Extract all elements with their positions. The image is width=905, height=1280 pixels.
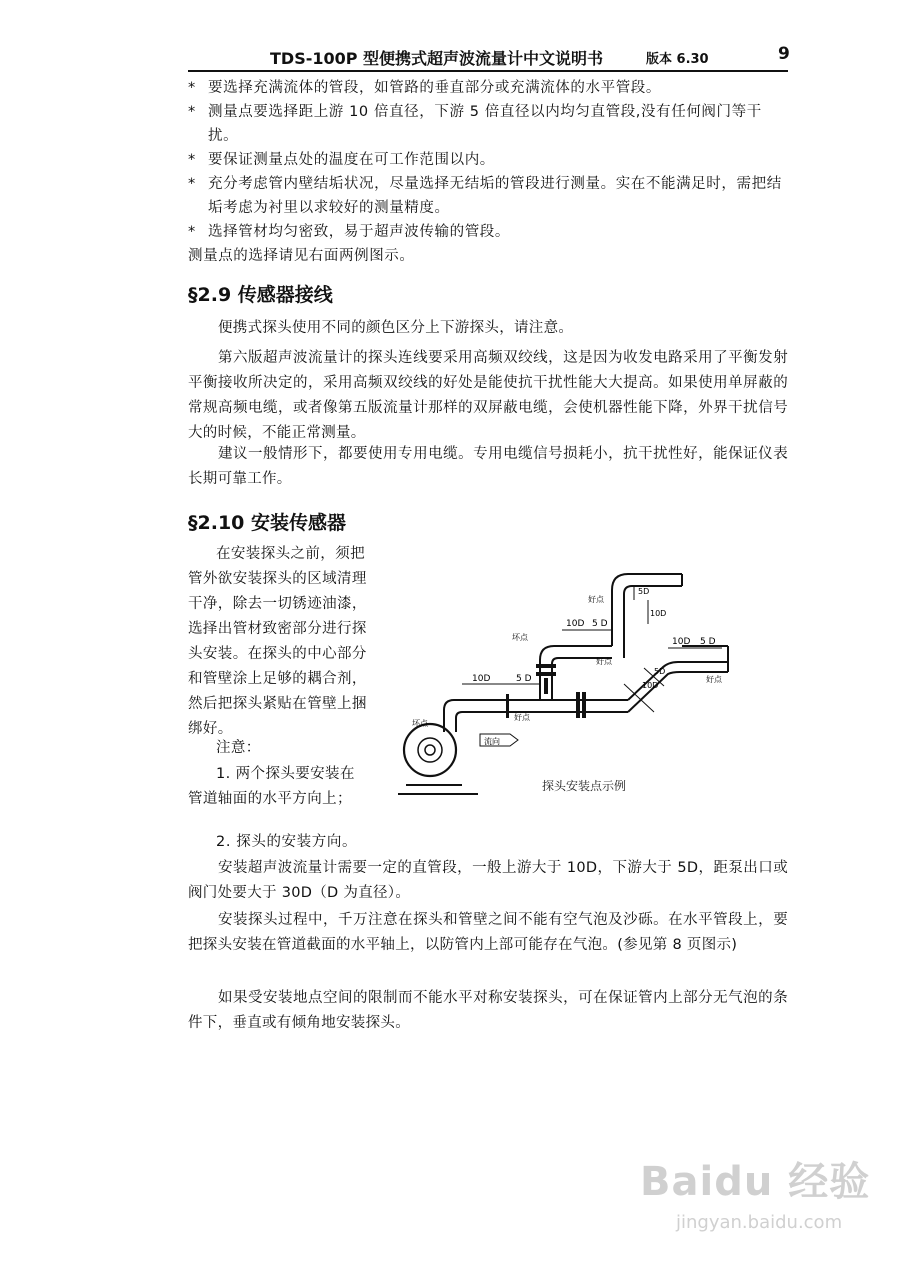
paragraph: 如果受安装地点空间的限制而不能水平对称安装探头，可在保证管内上部分无气泡的条件下，垂直或有倾角地安装探头。 (188, 990, 788, 1031)
selection-note: 测量点的选择请见右面两例图示。 (188, 248, 415, 264)
page-header (188, 40, 788, 72)
document-version: 版本 6.30 (646, 52, 709, 67)
bullet-item (188, 172, 788, 220)
dim-label: 5D (638, 587, 650, 596)
dim-label: 10D (566, 619, 585, 629)
dim-label: 10D (672, 637, 691, 647)
bullet-mark: * (188, 152, 196, 168)
probe-installation-diagram (392, 560, 792, 810)
bullet-text: 要选择充满流体的管段，如管路的垂直部分或充满流体的水平管段。 (208, 80, 661, 96)
page-number: 9 (778, 44, 790, 64)
bullet-text: 选择管材均匀密致，易于超声波传输的管段。 (208, 224, 510, 240)
bullet-mark: * (188, 104, 196, 120)
dim-label: 5 D (592, 619, 608, 629)
paragraph: 第六版超声波流量计的探头连线要采用高频双绞线，这是因为收发电路采用了平衡发射平衡接收所决定的，采用高频双绞线的好处是能使抗干扰性能大大提高。如果使用单屏蔽的常规高频电缆，或者像第五版流量计那样的双屏蔽电缆，会使机器性能下降，外界干扰信号大的时候，不能正常测量。 (188, 350, 788, 441)
bullet-mark: * (188, 176, 196, 192)
dim-label: 10D (650, 609, 667, 618)
bad-point-label: 坏点 (412, 719, 428, 728)
note-item: 1. 两个探头要安装在管道轴面的水平方向上； (188, 766, 355, 807)
good-point-label: 好点 (514, 713, 530, 722)
bad-point-label: 坏点 (512, 633, 528, 642)
paragraph: 建议一般情形下，都要使用专用电缆。专用电缆信号损耗小，抗干扰性好，能保证仪表长期可靠工作。 (188, 446, 788, 487)
bullet-mark: * (188, 224, 196, 240)
diagram-caption: 探头安装点示例 (542, 779, 627, 793)
watermark (640, 1150, 880, 1260)
bullet-mark: * (188, 80, 196, 96)
note-item: 2. 探头的安装方向。 (216, 834, 358, 850)
bullet-text: 充分考虑管内壁结垢状况，尽量选择无结垢的管段进行测量。实在不能满足时，需把结垢考虑为衬里以求较好的测量精度。 (208, 176, 782, 216)
watermark-url: jingyan.baidu.com (676, 1212, 843, 1233)
dim-label: 10D (472, 674, 491, 684)
note-label: 注意： (216, 740, 261, 756)
good-point-label: 好点 (706, 675, 722, 684)
bullet-text: 测量点要选择距上游 10 倍直径，下游 5 倍直径以内均匀直管段,没有任何阀门等干扰。 (208, 104, 762, 144)
bullet-item (188, 100, 788, 148)
bullet-item (188, 76, 788, 100)
good-point-label: 好点 (588, 595, 604, 604)
dim-label: 5D (654, 667, 666, 676)
pipe-outline (398, 574, 728, 794)
paragraph: 安装超声波流量计需要一定的直管段，一般上游大于 10D，下游大于 5D，距泵出口或阀门处要大于 30D（D 为直径）。 (188, 860, 788, 901)
bullet-item (188, 220, 788, 244)
flow-direction-label: 流向 (484, 737, 500, 746)
bullet-text: 要保证测量点处的温度在可工作范围以内。 (208, 152, 495, 168)
dimension-lines (462, 586, 722, 712)
pipe-flanges (506, 664, 586, 718)
dim-label: 5 D (700, 637, 716, 647)
document-title: TDS-100P 型便携式超声波流量计中文说明书 (270, 49, 604, 68)
baidu-logo: Baidu 经验 (640, 1159, 871, 1205)
dim-label: 10D (642, 681, 659, 690)
dim-label: 5 D (516, 674, 532, 684)
paragraph: 便携式探头使用不同的颜色区分上下游探头，请注意。 (218, 320, 574, 336)
paragraph: 安装探头过程中，千万注意在探头和管壁之间不能有空气泡及沙砾。在水平管段上，要把探头安装在管道截面的水平轴上，以防管内上部可能存在气泡。(参见第 8 页图示) (188, 912, 788, 953)
good-point-label: 好点 (596, 657, 612, 666)
install-prep-paragraph: 在安装探头之前，须把管外欲安装探头的区域清理干净，除去一切锈迹油漆，选择出管材致密部分进行探头安装。在探头的中心部分和管壁涂上足够的耦合剂，然后把探头紧贴在管壁上捆绑好。 (188, 546, 367, 737)
flow-direction-arrow (480, 734, 518, 746)
bullet-item (188, 148, 788, 172)
section-heading: §2.10 安装传感器 (188, 512, 346, 534)
section-heading: §2.9 传感器接线 (188, 284, 333, 306)
